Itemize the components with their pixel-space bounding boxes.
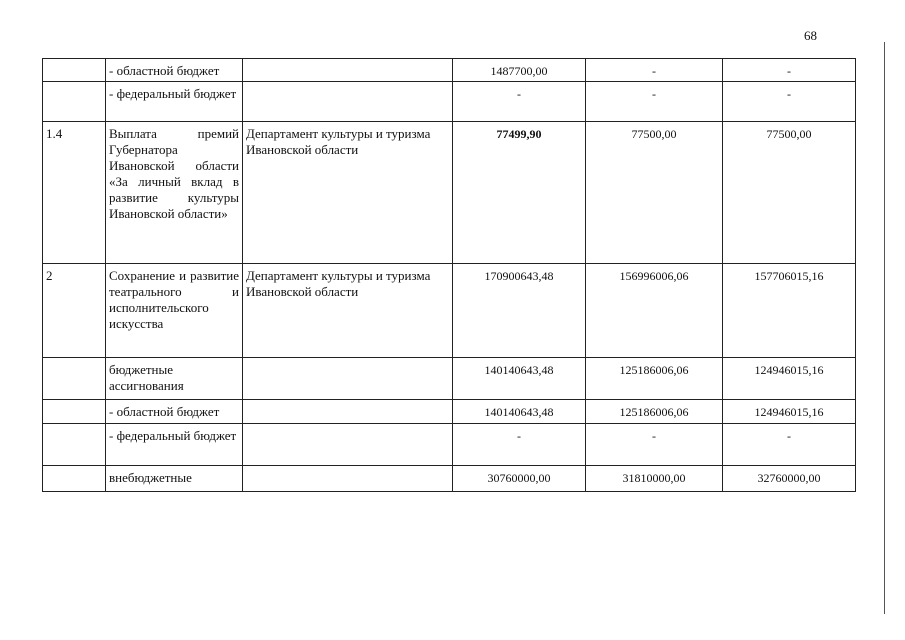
row-number [43, 59, 106, 82]
row-value-3: - [723, 82, 856, 122]
budget-table [42, 58, 856, 492]
row-value-3: 32760000,00 [723, 466, 856, 492]
row-number: 1.4 [43, 122, 106, 264]
row-value-1: 140140643,48 [453, 358, 586, 400]
row-value-2: 125186006,06 [586, 400, 723, 424]
row-value-1: - [453, 82, 586, 122]
table-row [43, 400, 856, 424]
row-value-2: - [586, 82, 723, 122]
row-name: - областной бюджет [106, 59, 243, 82]
table-row [43, 122, 856, 264]
row-value-3: 157706015,16 [723, 264, 856, 358]
row-name: Выплата премий Губернатора Ивановской области «За личный вклад в развитие культуры Ивановской области» [106, 122, 243, 264]
row-number [43, 358, 106, 400]
row-value-1: 1487700,00 [453, 59, 586, 82]
table-row [43, 264, 856, 358]
row-value-1: 77499,90 [453, 122, 586, 264]
row-value-2: 125186006,06 [586, 358, 723, 400]
row-value-1: 140140643,48 [453, 400, 586, 424]
row-name: бюджетные ассигнования [106, 358, 243, 400]
row-executor [243, 358, 453, 400]
row-executor [243, 59, 453, 82]
table-row [43, 358, 856, 400]
row-value-1: 170900643,48 [453, 264, 586, 358]
table-row [43, 82, 856, 122]
row-executor [243, 400, 453, 424]
row-value-3: 124946015,16 [723, 400, 856, 424]
row-executor: Департамент культуры и туризма Ивановской области [243, 264, 453, 358]
row-value-2: 77500,00 [586, 122, 723, 264]
row-value-1: 30760000,00 [453, 466, 586, 492]
row-executor [243, 82, 453, 122]
scan-edge-line [884, 42, 885, 614]
row-value-2: - [586, 59, 723, 82]
row-value-1: - [453, 424, 586, 466]
row-number [43, 82, 106, 122]
row-number [43, 400, 106, 424]
row-value-3: - [723, 424, 856, 466]
page-number: 68 [804, 28, 817, 43]
table-row [43, 59, 856, 82]
row-name: - федеральный бюджет [106, 424, 243, 466]
row-value-3: 124946015,16 [723, 358, 856, 400]
row-number [43, 466, 106, 492]
row-name: внебюджетные [106, 466, 243, 492]
row-number: 2 [43, 264, 106, 358]
row-executor [243, 424, 453, 466]
row-value-2: - [586, 424, 723, 466]
row-name: - федеральный бюджет [106, 82, 243, 122]
row-value-2: 31810000,00 [586, 466, 723, 492]
row-value-3: 77500,00 [723, 122, 856, 264]
row-executor [243, 466, 453, 492]
row-value-2: 156996006,06 [586, 264, 723, 358]
row-name: Сохранение и развитие театрального и исполнительского искусства [106, 264, 243, 358]
row-name: - областной бюджет [106, 400, 243, 424]
row-value-3: - [723, 59, 856, 82]
row-number [43, 424, 106, 466]
row-executor: Департамент культуры и туризма Ивановской области [243, 122, 453, 264]
table-row [43, 424, 856, 466]
table-row [43, 466, 856, 492]
